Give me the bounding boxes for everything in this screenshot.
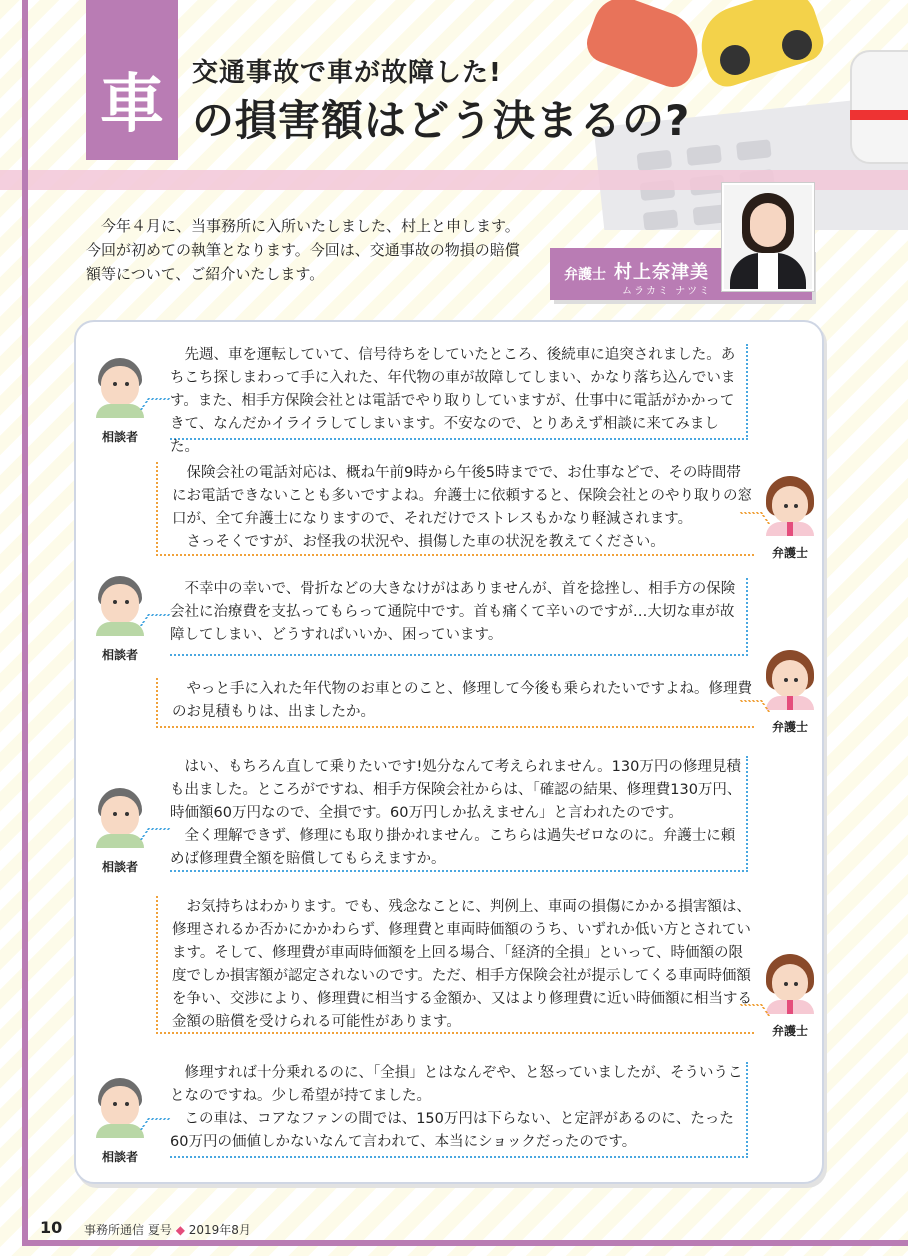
message-paragraph: 先週、車を運転していて、信号待ちをしていたところ、後続車に追突されました。あちこち探しまわって手に入れた、年代物の車が故障してしまい、かなり落ち込んでいます。また、相手方保険会社とは電話でやり取りしていますが、仕事中に電話がかかってきて、なんだかイライラしてしまいます。不安なので、とりあえず相談に来てみました。 [170,347,736,455]
client-label: 相談者 [101,430,138,444]
diamond-icon: ◆ [175,1223,185,1237]
title-kanji: 車 [100,68,164,142]
white-toy-car-image [850,50,908,164]
lawyer-avatar-icon [762,476,818,536]
message-paragraph: はい、もちろん直して乗りたいです!処分なんて考えられません。130万円の修理見積も出ました。ところがですね、相手方保険会社からは、「確認の結果、修理費130万円、時価額60万円なので、全損です。60万円しか払えません」と言われたのです。 [170,759,742,821]
author-name: 村上奈津美 [614,262,709,283]
intro-paragraph: 今年４月に、当事務所に入所いたしました、村上と申します。今回が初めての執筆となります。今回は、交通事故の物損の賠償額等について、ご紹介いたします。 [86,217,520,283]
message-paragraph: 不幸中の幸いで、骨折などの大きなけがはありませんが、首を捻挫し、相手方の保険会社に治療費を支払ってもらって通院中です。首も痛くて辛いのですが…大切な車が故障してしまい、どうすればいいか、困っています。 [170,581,736,643]
lawyer-label: 弁護士 [771,546,808,560]
client-label: 相談者 [101,860,138,874]
article-subtitle: 交通事故で車が故障した! [192,58,502,88]
issue-name: 夏号 [147,1223,172,1237]
author-name-kana: ムラカミ ナツミ [622,286,712,297]
client-message [170,344,748,455]
message-paragraph: 全く理解できず、修理にも取り掛かれません。こちらは過失ゼロなのに。弁護士に頼めば修理費全額を賠償してもらえますか。 [170,828,736,867]
page-bottom-border [22,1240,908,1246]
client-message [170,756,748,872]
lawyer-avatar-icon [762,954,818,1014]
client-label: 相談者 [101,648,138,662]
page-number: 10 [40,1218,63,1237]
client-avatar-icon [92,576,148,636]
client-message [170,1062,748,1158]
lawyer-message [156,896,754,1034]
lawyer-message [156,462,754,556]
client-message [170,578,748,656]
issue-date: 2019年8月 [188,1223,251,1237]
page-left-border [22,0,28,1240]
lawyer-label: 弁護士 [771,720,808,734]
client-label: 相談者 [101,1150,138,1164]
message-paragraph: 修理すれば十分乗れるのに、「全損」とはなんぞや、と怒っていましたが、そういうことなのですね。少し希望が持てました。 [170,1065,743,1104]
message-paragraph: この車は、コアなファンの間では、150万円は下らない、と定評があるのに、たった60万円の価値しかないなんて言われて、本当にショックだったのです。 [170,1111,734,1150]
footer-info [84,1221,251,1238]
lawyer-label: 弁護士 [771,1024,808,1038]
author-photo [722,183,814,291]
message-paragraph: 保険会社の電話対応は、概ね午前9時から午後5時までで、お仕事などで、その時間帯にお電話できないことも多いですよね。弁護士に依頼すると、保険会社とのやり取りの窓口が、全て弁護士になりますので、それだけでストレスもかなり軽減されます。 [172,465,752,527]
red-toy-car-image [581,0,708,93]
lawyer-message [156,678,754,728]
message-paragraph: お気持ちはわかります。でも、残念なことに、判例上、車両の損傷にかかる損害額は、修理されるか否かにかかわらず、修理費と車両時価額のうち、いずれか低い方とされています。そして、修理費が車両時価額を上回る場合、「経済的全損」といって、時価額の限度でしか損害額が認定されないのです。ただ、相手方保険会社が提示してくる車両時価額を争い、交渉により、修理費に相当する金額か、又はより修理費に近い時価額に相当する金額の賠償を受けられる可能性があります。 [172,899,752,1030]
author-role: 弁護士 [564,267,606,283]
message-paragraph: やっと手に入れた年代物のお車とのこと、修理して今後も乗られたいですよね。修理費のお見積もりは、出ましたか。 [172,681,752,720]
publication-name: 事務所通信 [84,1223,145,1237]
lawyer-avatar-icon [762,650,818,710]
message-paragraph: さっそくですが、お怪我の状況や、損傷した車の状況を教えてください。 [186,534,665,550]
article-title: の損害額はどう決まるの? [192,96,691,145]
